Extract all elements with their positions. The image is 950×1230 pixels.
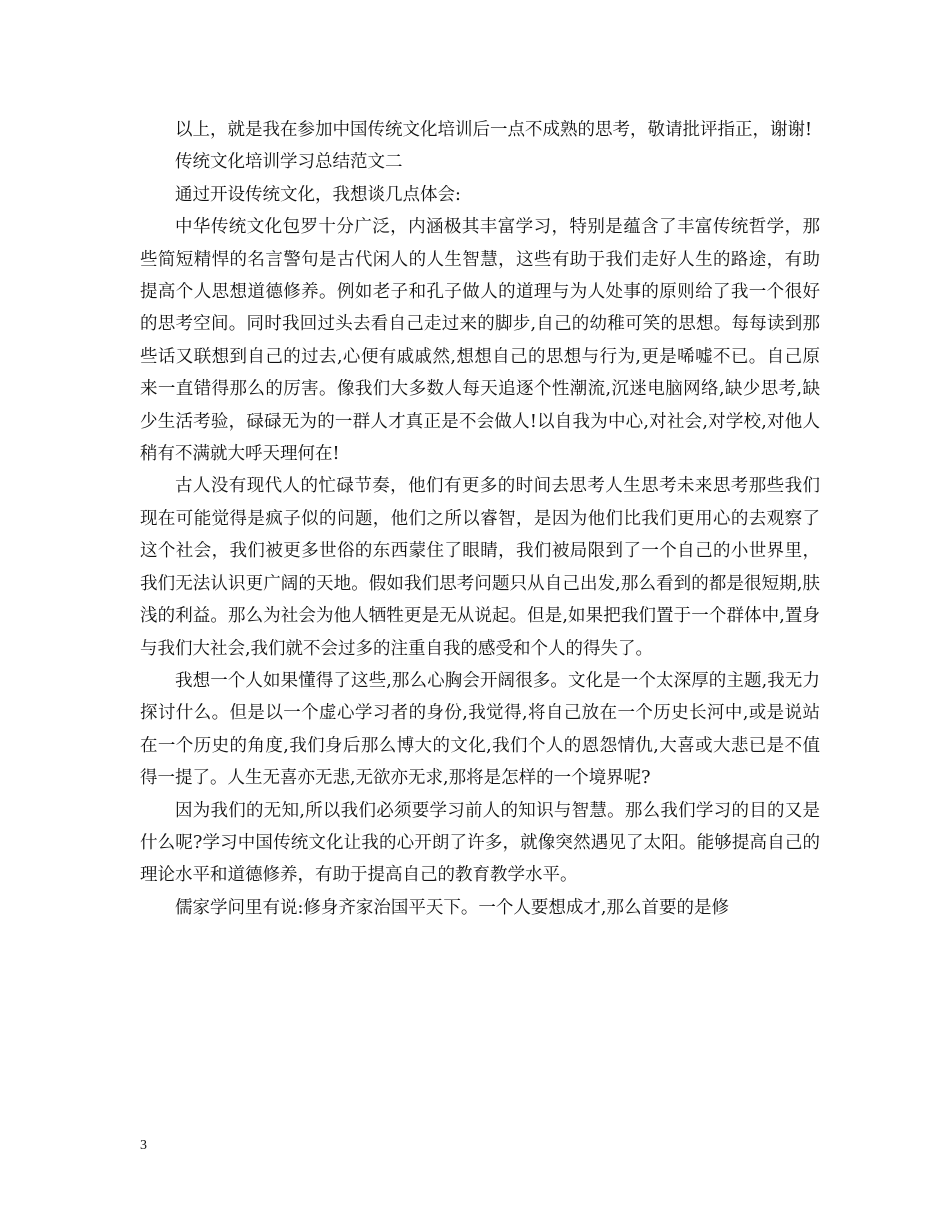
- paragraph-body: 中华传统文化包罗十分广泛，内涵极其丰富学习，特别是蕴含了丰富传统哲学，那些简短精悍的名言警句是古代闲人的人生智慧，这些有助于我们走好人生的路途，有助提高个人思想道德修养。例如老子和孔子做人的道理与为人处事的原则给了我一个很好的思考空间。同时我回过头去看自己走过来的脚步,自己的幼稚可笑的思想。每每读到那些话又联想到自己的过去,心便有戚戚然,想想自己的思想与行为,更是唏嘘不已。自己原来一直错得那么的厉害。像我们大多数人每天追逐个性潮流,沉迷电脑网络,缺少思考,缺少生活考验，碌碌无为的一群人才真正是不会做人!以自我为中心,对社会,对学校,对他人稍有不满就大呼天理何在!: [140, 217, 820, 465]
- page-number: 3: [140, 1138, 147, 1153]
- document-body: [140, 114, 820, 924]
- paragraph-body: 古人没有现代人的忙碌节奏，他们有更多的时间去思考人生思考未来思考那些我们现在可能觉得是疯子似的问题，他们之所以睿智，是因为他们比我们更用心的去观察了这个社会，我们被更多世俗的东西蒙住了眼睛，我们被局限到了一个自己的小世界里，我们无法认识更广阔的天地。假如我们思考问题只从自己出发,那么看到的都是很短期,肤浅的利益。那么为社会为他人牺牲更是无从说起。但是,如果把我们置于一个群体中,置身与我们大社会,我们就不会过多的注重自我的感受和个人的得失了。: [140, 476, 820, 659]
- section-title: 传统文化培训学习总结范文二: [175, 152, 403, 173]
- paragraph-body: 我想一个人如果懂得了这些,那么心胸会开阔很多。文化是一个太深厚的主题,我无力探讨什么。但是以一个虚心学习者的身份,我觉得,将自己放在一个历史长河中,或是说站在一个历史的角度,我们身后那么博大的文化,我们个人的恩怨情仇,大喜或大悲已是不值得一提了。人生无喜亦无悲,无欲亦无求,那将是怎样的一个境界呢?: [140, 670, 820, 789]
- paragraph-body: 因为我们的无知,所以我们必须要学习前人的知识与智慧。那么我们学习的目的又是什么呢?学习中国传统文化让我的心开朗了许多，就像突然遇见了太阳。能够提高自己的理论水平和道德修养，有助于提高自己的教育教学水平。: [140, 800, 820, 886]
- paragraph-closing-remarks: 以上，就是我在参加中国传统文化培训后一点不成熟的思考，敬请批评指正，谢谢!: [175, 120, 813, 140]
- paragraph-body: 儒家学问里有说:修身齐家治国平天下。一个人要想成才,那么首要的是修: [175, 897, 729, 918]
- paragraph-intro: 通过开设传统文化，我想谈几点体会:: [175, 184, 461, 205]
